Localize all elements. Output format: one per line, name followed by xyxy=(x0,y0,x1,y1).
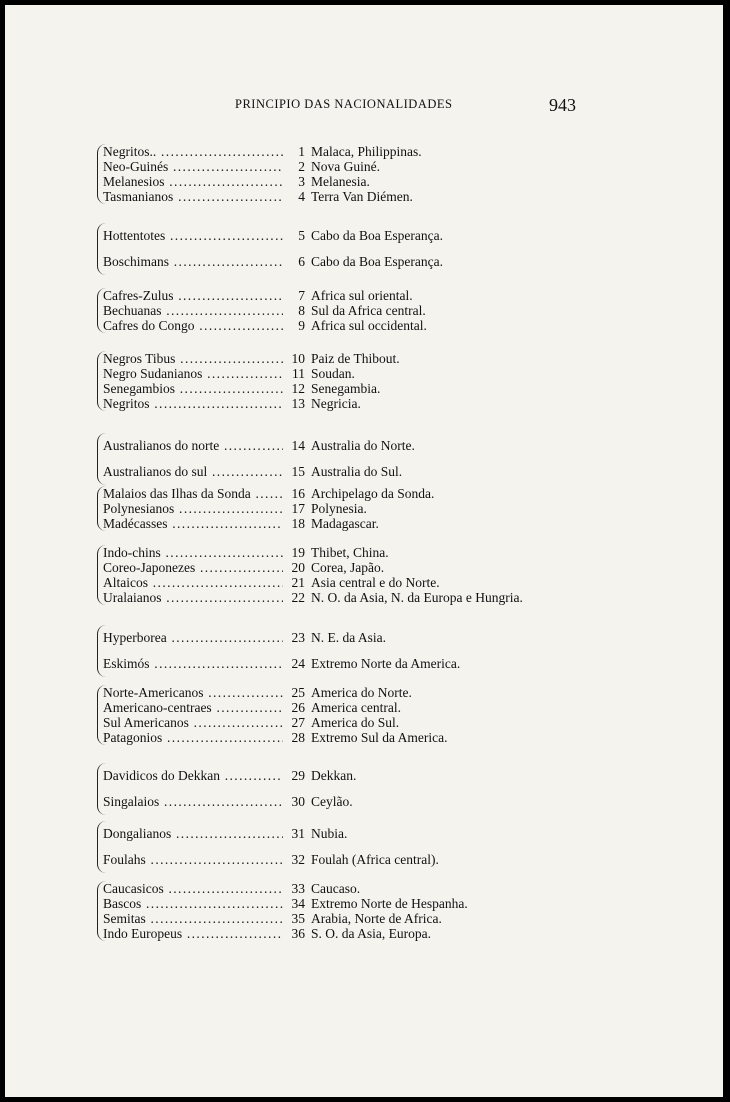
people-name: Melanesios ..... xyxy=(103,174,283,189)
nationality-group xyxy=(97,351,603,411)
region-name: Dekkan. xyxy=(311,768,357,783)
list-item xyxy=(103,763,603,789)
region-name: Caucaso. xyxy=(311,881,361,896)
region-name: Nubia. xyxy=(311,826,348,841)
item-number: 12 xyxy=(291,381,305,396)
item-number: 1 xyxy=(298,144,305,159)
nationality-group xyxy=(97,288,603,333)
page-number: 943 xyxy=(549,95,576,115)
list-item xyxy=(103,366,603,381)
people-name: Coreo-Japonezes ..... xyxy=(103,560,283,575)
people-name: Altaicos ..... xyxy=(103,575,283,590)
item-number: 36 xyxy=(291,926,305,941)
region-name: Ceylão. xyxy=(311,794,353,809)
people-name: Singalaios ..... xyxy=(103,789,283,815)
item-number: 27 xyxy=(291,715,305,730)
document-page xyxy=(5,5,723,1097)
item-number: 13 xyxy=(291,396,305,411)
item-number: 33 xyxy=(291,881,305,896)
region-name: Africa sul occidental. xyxy=(311,318,427,333)
list-item xyxy=(103,159,603,174)
list-item xyxy=(103,685,603,700)
list-item xyxy=(103,381,603,396)
nationality-group xyxy=(97,144,603,204)
item-number: 30 xyxy=(291,794,305,809)
running-title: PRINCIPIO DAS NACIONALIDADES xyxy=(235,97,453,111)
region-name: Senegambia. xyxy=(311,381,381,396)
region-name: Arabia, Norte de Africa. xyxy=(311,911,442,926)
people-name: Davidicos do Dekkan ..... xyxy=(103,763,283,789)
people-name: Americano-centraes ..... xyxy=(103,700,283,715)
region-name: S. O. da Asia, Europa. xyxy=(311,926,431,941)
region-name: Archipelago da Sonda. xyxy=(311,486,435,501)
item-number: 29 xyxy=(291,768,305,783)
list-item xyxy=(103,789,603,815)
list-item xyxy=(103,625,603,651)
item-number: 20 xyxy=(291,560,305,575)
region-name: Paiz de Thibout. xyxy=(311,351,400,366)
list-item xyxy=(103,715,603,730)
people-name: Polynesianos ..... xyxy=(103,501,283,516)
region-name: Australia do Norte. xyxy=(311,438,415,453)
people-name: Norte-Americanos ..... xyxy=(103,685,283,700)
list-item xyxy=(103,318,603,333)
nationality-group xyxy=(97,486,603,531)
people-name: Madécasses ..... xyxy=(103,516,283,531)
list-item xyxy=(103,351,603,366)
item-number: 11 xyxy=(292,366,305,381)
item-number: 4 xyxy=(298,189,305,204)
list-item xyxy=(103,575,603,590)
list-item xyxy=(103,223,603,249)
nationality-group xyxy=(97,763,603,815)
list-item xyxy=(103,433,603,459)
region-name: Polynesia. xyxy=(311,501,367,516)
list-item xyxy=(103,926,603,941)
list-item xyxy=(103,249,603,275)
list-item xyxy=(103,847,603,873)
region-name: Negricia. xyxy=(311,396,361,411)
people-name: Boschimans ..... xyxy=(103,249,283,275)
item-number: 3 xyxy=(298,174,305,189)
people-name: Dongalianos ..... xyxy=(103,821,283,847)
item-number: 18 xyxy=(291,516,305,531)
list-item xyxy=(103,396,603,411)
item-number: 34 xyxy=(291,896,305,911)
region-name: Cabo da Boa Esperança. xyxy=(311,254,443,269)
list-item xyxy=(103,516,603,531)
region-name: Terra Van Diémen. xyxy=(311,189,413,204)
item-number: 31 xyxy=(291,826,305,841)
people-name: Neo-Guinés ..... xyxy=(103,159,283,174)
list-item xyxy=(103,651,603,677)
item-number: 21 xyxy=(291,575,305,590)
list-item xyxy=(103,486,603,501)
list-item xyxy=(103,189,603,204)
people-name: Cafres do Congo ..... xyxy=(103,318,283,333)
people-name: Semitas ..... xyxy=(103,911,283,926)
people-name: Malaios das Ilhas da Sonda ..... xyxy=(103,486,283,501)
nationality-group xyxy=(97,223,603,275)
list-item xyxy=(103,288,603,303)
item-number: 7 xyxy=(298,288,305,303)
region-name: America do Norte. xyxy=(311,685,412,700)
people-name: Indo-chins ..... xyxy=(103,545,283,560)
nationality-group xyxy=(97,625,603,677)
list-item xyxy=(103,821,603,847)
item-number: 22 xyxy=(291,590,305,605)
region-name: Sul da Africa central. xyxy=(311,303,426,318)
people-name: Sul Americanos ..... xyxy=(103,715,283,730)
region-name: Malaca, Philippinas. xyxy=(311,144,422,159)
item-number: 23 xyxy=(291,630,305,645)
item-number: 6 xyxy=(298,254,305,269)
list-item xyxy=(103,911,603,926)
region-name: Africa sul oriental. xyxy=(311,288,413,303)
item-number: 5 xyxy=(298,228,305,243)
nationality-group xyxy=(97,433,603,485)
people-name: Foulahs ..... xyxy=(103,847,283,873)
item-number: 26 xyxy=(291,700,305,715)
list-item xyxy=(103,700,603,715)
item-number: 24 xyxy=(291,656,305,671)
nationality-group xyxy=(97,881,603,941)
people-name: Hottentotes ..... xyxy=(103,223,283,249)
nationality-group xyxy=(97,685,603,745)
region-name: N. E. da Asia. xyxy=(311,630,386,645)
people-name: Australianos do norte ..... xyxy=(103,433,283,459)
item-number: 14 xyxy=(291,438,305,453)
people-name: Uralaianos ..... xyxy=(103,590,283,605)
people-name: Cafres-Zulus ..... xyxy=(103,288,283,303)
region-name: N. O. da Asia, N. da Europa e Hungria. xyxy=(311,590,523,605)
region-name: Corea, Japão. xyxy=(311,560,385,575)
people-name: Hyperborea ..... xyxy=(103,625,283,651)
people-name: Australianos do sul ..... xyxy=(103,459,283,485)
item-number: 2 xyxy=(298,159,305,174)
region-name: Thibet, China. xyxy=(311,545,389,560)
region-name: Asia central e do Norte. xyxy=(311,575,440,590)
region-name: Madagascar. xyxy=(311,516,379,531)
item-number: 15 xyxy=(291,464,305,479)
people-name: Bechuanas ..... xyxy=(103,303,283,318)
people-name: Eskimós ..... xyxy=(103,651,283,677)
people-name: Negro Sudanianos ..... xyxy=(103,366,283,381)
region-name: America do Sul. xyxy=(311,715,400,730)
item-number: 35 xyxy=(291,911,305,926)
list-item xyxy=(103,459,603,485)
list-item xyxy=(103,730,603,745)
region-name: Foulah (Africa central). xyxy=(311,852,439,867)
region-name: America central. xyxy=(311,700,401,715)
item-number: 19 xyxy=(291,545,305,560)
list-item xyxy=(103,501,603,516)
list-item xyxy=(103,303,603,318)
item-number: 32 xyxy=(291,852,305,867)
nationality-group xyxy=(97,821,603,873)
list-item xyxy=(103,545,603,560)
list-item xyxy=(103,560,603,575)
people-name: Indo Europeus ..... xyxy=(103,926,283,941)
people-name: Negritos.. ..... xyxy=(103,144,283,159)
list-item xyxy=(103,590,603,605)
list-item xyxy=(103,144,603,159)
item-number: 16 xyxy=(291,486,305,501)
region-name: Soudan. xyxy=(311,366,355,381)
region-name: Australia do Sul. xyxy=(311,464,403,479)
region-name: Cabo da Boa Esperança. xyxy=(311,228,443,243)
people-name: Patagonios ..... xyxy=(103,730,283,745)
people-name: Caucasicos ..... xyxy=(103,881,283,896)
nationality-group xyxy=(97,545,603,605)
people-name: Bascos ..... xyxy=(103,896,283,911)
list-item xyxy=(103,896,603,911)
item-number: 17 xyxy=(291,501,305,516)
region-name: Extremo Sul da America. xyxy=(311,730,448,745)
list-item xyxy=(103,881,603,896)
item-number: 9 xyxy=(298,318,305,333)
item-number: 8 xyxy=(298,303,305,318)
region-name: Extremo Norte da America. xyxy=(311,656,461,671)
item-number: 25 xyxy=(291,685,305,700)
region-name: Melanesia. xyxy=(311,174,370,189)
region-name: Extremo Norte de Hespanha. xyxy=(311,896,468,911)
people-name: Senegambios ..... xyxy=(103,381,283,396)
people-name: Tasmanianos ..... xyxy=(103,189,283,204)
people-name: Negritos ..... xyxy=(103,396,283,411)
people-name: Negros Tibus ..... xyxy=(103,351,283,366)
list-item xyxy=(103,174,603,189)
region-name: Nova Guiné. xyxy=(311,159,380,174)
item-number: 28 xyxy=(291,730,305,745)
item-number: 10 xyxy=(291,351,305,366)
